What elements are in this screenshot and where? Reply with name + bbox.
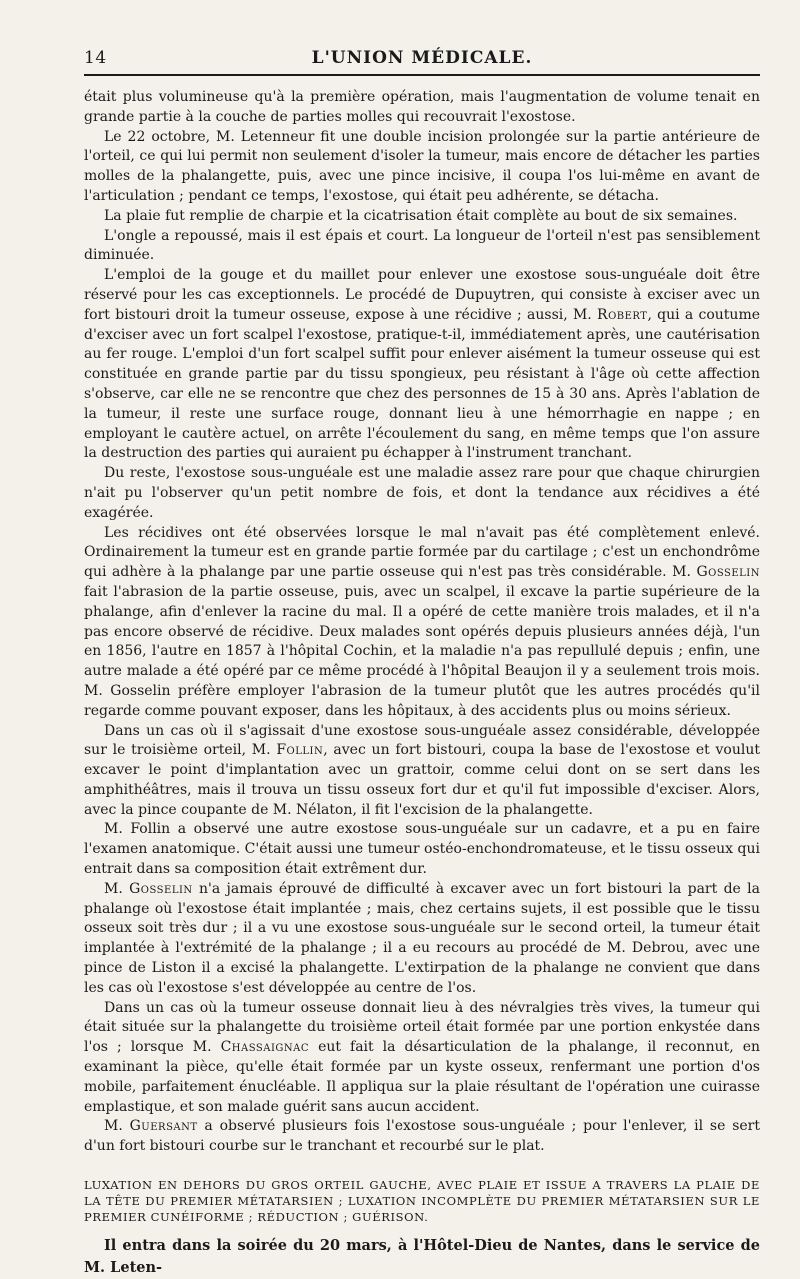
paragraph-text: M. bbox=[104, 880, 130, 897]
paragraph bbox=[84, 128, 760, 207]
paragraph bbox=[84, 880, 760, 999]
paragraph-text: Dans un cas où la tumeur osseuse donnait lieu à des névralgies très vives, la tumeur qui était située sur la phalangette du troisième orteil était formée par une portion enkystée dans l'os ; lorsque M. bbox=[84, 999, 760, 1056]
author-name: Guersant bbox=[129, 1118, 198, 1135]
section-heading: LUXATION EN DEHORS DU GROS ORTEIL GAUCHE, AVEC PLAIE ET ISSUE A TRAVERS LA PLAIE DE LA TÊTE DU PREMIER MÉTATARSIEN ; LUXATION INCOMPLÈTE DU PREMIER MÉTATARSIEN SUR LE PREMIER CUNÉIFORME ; RÉDUCTION ; GUÉRISON. bbox=[84, 1178, 760, 1225]
paragraph-text: La plaie fut remplie de charpie et la cicatrisation était complète au bout de six semaines. bbox=[104, 207, 738, 224]
article-body bbox=[84, 88, 760, 1279]
paragraph-text: L'ongle a repoussé, mais il est épais et court. La longueur de l'orteil n'est pas sensiblement diminuée. bbox=[84, 227, 760, 264]
paragraph bbox=[84, 1235, 760, 1279]
author-name: Gosselin bbox=[696, 564, 760, 581]
author-name: Chassaignac bbox=[220, 1039, 310, 1056]
paragraph-text: L'emploi de la gouge et du maillet pour enlever une exostose sous-unguéale doit être réservé pour les cas exceptionnels. Le procédé de Dupuytren, qui consiste à exciser avec un fort bistouri droit la tumeur osseuse, expose à une récidive ; aussi, M. bbox=[84, 267, 760, 323]
paragraph bbox=[84, 227, 760, 267]
page-number: 14 bbox=[84, 48, 107, 68]
paragraph-text: fait l'abrasion de la partie osseuse, puis, avec un scalpel, il excave la partie supérieure de la phalange, afin d'enlever la racine du mal. Il a opéré de cette manière trois malades, et il n'a pas encore observé de récidive. Deux malades sont opérés depuis plusieurs années déjà, l'un en 1856, l'autre en 1857 à l'hôpital Cochin, et la maladie n'a pas repullulé depuis ; enfin, une autre malade a été opéré par ce même procédé à l'hôpital Beaujon il y a seulement trois mois. M. Gosselin préfère employer l'abrasion de la tumeur plutôt que les autres procédés qu'il regarde comme pouvant exposer, dans les hôpitaux, à des accidents plus ou moins sérieux. bbox=[84, 583, 760, 719]
paragraph bbox=[84, 524, 760, 722]
author-name: Gosselin bbox=[129, 880, 193, 897]
header-rule bbox=[84, 74, 760, 76]
paragraph bbox=[84, 464, 760, 523]
paragraph bbox=[84, 1117, 760, 1157]
paragraph-text: Il entra dans la soirée du 20 mars, à l'Hôtel-Dieu de Nantes, dans le service de M. Leten- bbox=[84, 1237, 760, 1277]
paragraph-text: , qui a coutume d'exciser avec un fort scalpel l'exostose, pratique-t-il, immédiatement après, une cautérisation au fer rouge. L'emploi d'un fort scalpel suffit pour enlever aisément la tumeur osseuse qui est constituée en grande partie par du tissu spongieux, peu résistant à l'âge où cette affection s'observe, car elle ne se rencontre que chez des personnes de 15 à 30 ans. Après l'ablation de la tumeur, il reste une surface rouge, donnant lieu à une hémorrhagie en nappe ; en employant le cautère actuel, on arrête l'écoulement du sang, en même temps que l'on assure la destruction des parties qui auraient pu échapper à l'instrument tranchant. bbox=[84, 306, 761, 462]
page-header bbox=[84, 48, 760, 74]
author-name: Robert bbox=[597, 306, 648, 323]
running-title: L'UNION MÉDICALE. bbox=[311, 48, 533, 68]
paragraph bbox=[84, 820, 760, 879]
paragraph-text: M. bbox=[104, 1118, 130, 1135]
paragraph-text: , avec un fort bistouri, coupa la base de l'exostose et voulut excaver le point d'implantation avec un grattoir, comme celui dont on se sert dans les amphithéâtres, mais il trouva un tissu osseux fort dur et qu'il fut impossible d'exciser. Alors, avec la pince coupante de M. Nélaton, il fit l'excision de la phalangette. bbox=[84, 742, 760, 818]
paragraph bbox=[84, 999, 760, 1118]
paragraph bbox=[84, 88, 760, 128]
paragraph-text: Les récidives ont été observées lorsque le mal n'avait pas été complètement enlevé. Ordinairement la tumeur est en grande partie formée par du cartilage ; c'est un enchondrôme qui adhère à la phalange par une partie osseuse qui n'est pas très considérable. M. bbox=[84, 524, 760, 581]
paragraph-text: Du reste, l'exostose sous-unguéale est une maladie assez rare pour que chaque chirurgien n'ait pu l'observer qu'un petit nombre de fois, et dont la tendance aux récidives a été exagérée. bbox=[84, 465, 760, 521]
paragraph-text: était plus volumineuse qu'à la première opération, mais l'augmentation de volume tenait en grande partie à la couche de parties molles qui recouvrait l'exostose. bbox=[84, 89, 760, 125]
paragraph bbox=[84, 207, 760, 227]
paragraph-text: M. Follin a observé une autre exostose sous-unguéale sur un cadavre, et a pu en faire l'examen anatomique. C'était aussi une tumeur ostéo-enchondromateuse, et le tissu osseux qui entrait dans sa composition était extrêment dur. bbox=[84, 821, 760, 878]
paragraph-text: a observé plusieurs fois l'exostose sous-unguéale ; pour l'enlever, il se sert d'un fort bistouri courbe sur le tranchant et recourbé sur le plat. bbox=[84, 1118, 760, 1155]
paragraph-text: n'a jamais éprouvé de difficulté à excaver avec un fort bistouri la part de la phalange où l'exostose était implantée ; mais, chez certains sujets, il est possible que le tissu osseux soit très dur ; il a vu une exostose sous-unguéale sur le second orteil, la tumeur était implantée à l'extrémité de la phalange ; il a eu recours au procédé de M. Debrou, avec une pince de Liston il a excisé la phalangette. L'extirpation de la phalange ne convient que dans les cas où l'exostose s'est développée au centre de l'os. bbox=[84, 880, 760, 996]
paragraph-text: Le 22 octobre, M. Letenneur fit une double incision prolongée sur la partie antérieure de l'orteil, ce qui lui permit non seulement d'isoler la tumeur, mais encore de détacher les parties molles de la phalangette, puis, avec une pince incisive, il coupa l'os lui-même en avant de l'articulation ; pendant ce temps, l'exostose, qui était peu adhérente, se détacha. bbox=[84, 128, 760, 204]
paragraph bbox=[84, 722, 760, 821]
author-name: Follin bbox=[276, 742, 324, 759]
paragraph-text: eut fait la désarticulation de la phalange, il reconnut, en examinant la pièce, qu'elle était formée par un kyste osseux, renfermant une portion d'os mobile, parfaitement énucléable. Il appliqua sur la plaie résultant de l'opération une cuirasse emplastique, et son malade guérit sans aucun accident. bbox=[84, 1039, 760, 1115]
paragraph bbox=[84, 266, 760, 464]
paragraph-text: Dans un cas où il s'agissait d'une exostose sous-unguéale assez considérable, développée sur le troisième orteil, M. bbox=[84, 722, 760, 759]
